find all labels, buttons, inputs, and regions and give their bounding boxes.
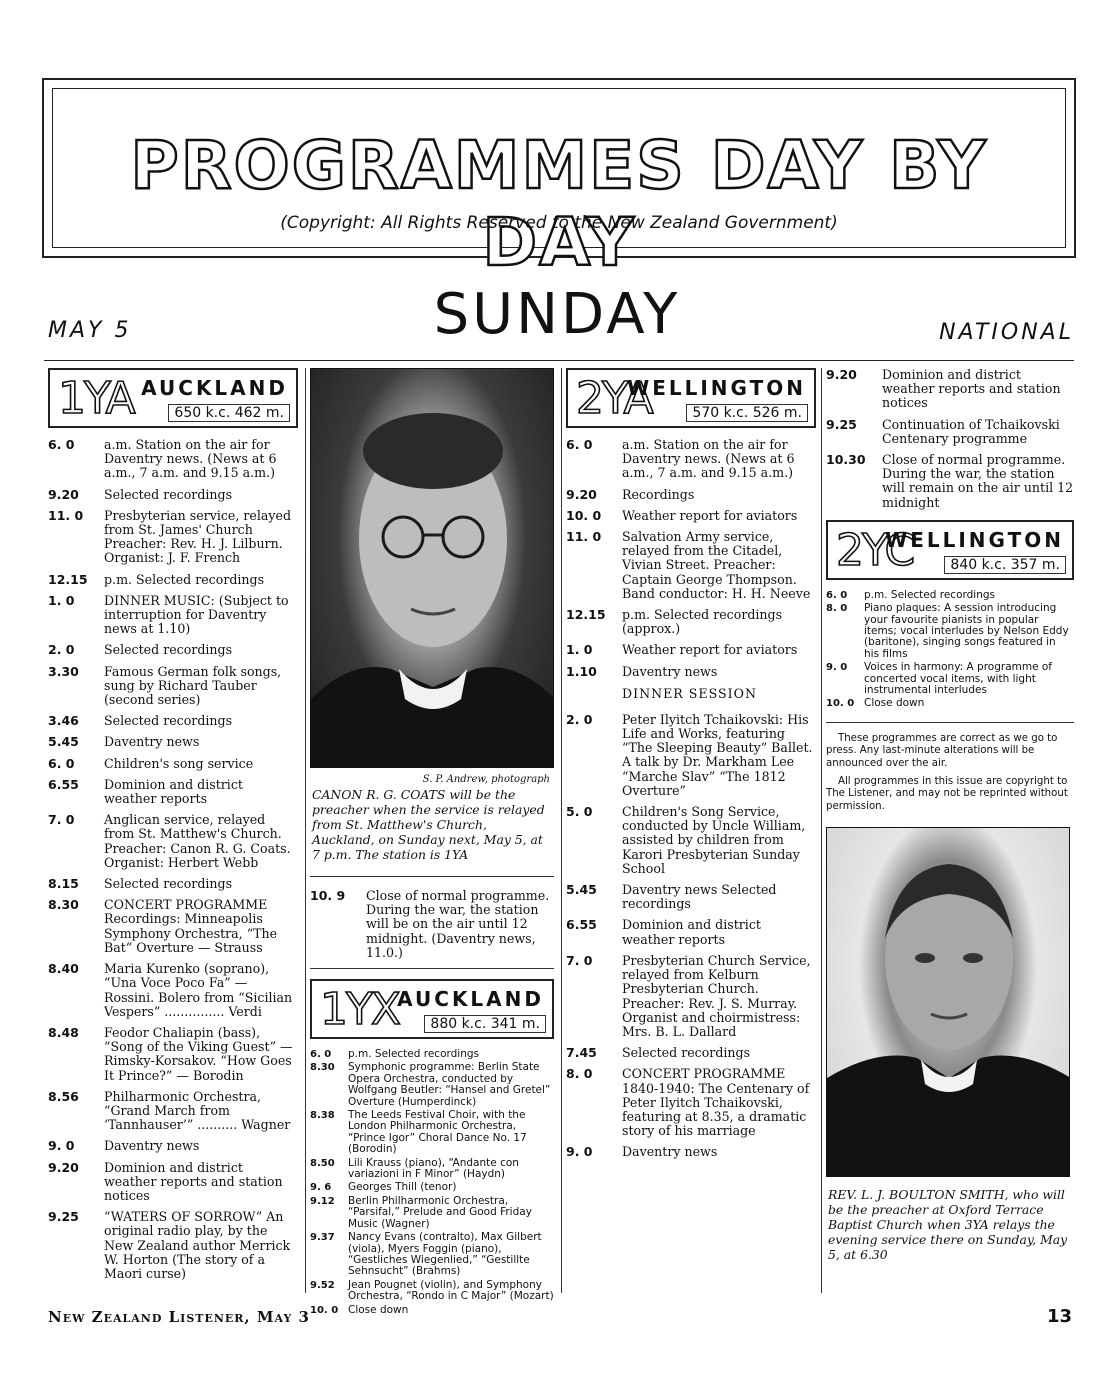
item-time: 9.25 bbox=[48, 1209, 79, 1225]
item-time: 10.30 bbox=[826, 452, 866, 468]
programme-item bbox=[566, 438, 816, 481]
programme-list-2ya-afternoon bbox=[566, 713, 816, 1160]
item-desc: Presbyterian Church Service, relayed from Kelburn Presbyterian Church. Preacher: Rev. J. S. Murray. Organist and choirmistress: Mrs. B. L. Dallard bbox=[622, 952, 811, 1039]
item-desc: Selected recordings bbox=[622, 1045, 751, 1061]
column-divider bbox=[561, 368, 562, 1293]
divider bbox=[310, 876, 554, 877]
programme-item bbox=[566, 530, 816, 601]
photo-canon-coats bbox=[310, 368, 554, 768]
item-desc: Close down bbox=[348, 1303, 409, 1316]
programme-item bbox=[48, 1139, 298, 1153]
item-time: 6.55 bbox=[48, 776, 79, 792]
item-time: 6. 0 bbox=[310, 1049, 332, 1061]
portrait-canon-coats bbox=[311, 369, 554, 768]
item-desc: Georges Thill (tenor) bbox=[348, 1181, 457, 1194]
item-desc: CONCERT PROGRAMME Recordings: Minneapolis Symphony Orchestra, “The Bat” Overture — Strauss bbox=[104, 897, 278, 955]
item-desc: Feodor Chaliapin (bass), “Song of the Viking Guest” — Rimsky-Korsakov. “How Goes It Prince?” — Borodin bbox=[104, 1024, 293, 1083]
note-correct-as-press: These programmes are correct as we go to press. Any last-minute alterations will be announced over the air. bbox=[826, 732, 1058, 770]
station-city: WELLINGTON bbox=[627, 376, 806, 400]
station-callsign: 2YC bbox=[836, 524, 914, 576]
item-time: 5.45 bbox=[566, 882, 597, 898]
programme-item bbox=[310, 1232, 554, 1278]
station-header-1ya bbox=[48, 368, 298, 428]
item-desc: Salvation Army service, relayed from the Citadel, Vivian Street. Preacher: Captain George Thompson. Band conductor: H. H. Neeve bbox=[622, 529, 811, 601]
item-desc: DINNER MUSIC: (Subject to interruption for Daventry news at 1.10) bbox=[104, 592, 289, 637]
date-label: MAY 5 bbox=[48, 318, 132, 343]
item-time: 10. 0 bbox=[566, 507, 602, 523]
item-time: 1. 0 bbox=[48, 592, 75, 608]
day-title: SUNDAY bbox=[433, 282, 681, 347]
banner-subtitle: (Copyright: All Rights Reserved to the New Zealand Government) bbox=[280, 213, 838, 233]
programme-item bbox=[566, 883, 816, 911]
programme-item bbox=[48, 594, 298, 637]
programme-item bbox=[566, 918, 816, 946]
programme-item bbox=[310, 1280, 554, 1303]
item-time: 6.55 bbox=[566, 917, 597, 933]
item-desc: Dominion and district weather reports bbox=[622, 917, 761, 947]
programme-item bbox=[48, 573, 298, 587]
station-callsign: 2YA bbox=[576, 373, 652, 424]
item-time: 9.37 bbox=[310, 1232, 335, 1244]
programme-item bbox=[566, 954, 816, 1039]
footer-publication: New Zealand Listener, May 3 bbox=[48, 1308, 310, 1326]
station-header-2ya bbox=[566, 368, 816, 428]
item-time: 8.30 bbox=[48, 897, 79, 913]
banner-title: PROGRAMMES DAY BY DAY bbox=[130, 127, 988, 281]
column-1yа bbox=[48, 368, 298, 1293]
column-2yc bbox=[826, 368, 1074, 1293]
item-desc: p.m. Selected recordings (approx.) bbox=[622, 607, 783, 637]
item-desc: Presbyterian service, relayed from St. James' Church Preacher: Rev. H. J. Lilburn. Organist: J. F. French bbox=[104, 507, 291, 566]
item-desc: Close of normal programme. During the war, the station will be on the air until 12 midnight. (Daventry news, 11.0.) bbox=[366, 888, 550, 960]
programme-item bbox=[48, 813, 298, 870]
station-header-2yc bbox=[826, 520, 1074, 580]
programme-item bbox=[310, 1062, 554, 1108]
programme-item bbox=[566, 665, 816, 679]
dinner-session-heading: DINNER SESSION bbox=[622, 685, 757, 701]
item-desc: Symphonic programme: Berlin State Opera Orchestra, conducted by Wolfgang Beutler: “Hansel and Gretel” Overture (Humperdinck) bbox=[348, 1061, 551, 1108]
item-time: 5.45 bbox=[48, 734, 79, 750]
item-time: 9.25 bbox=[826, 416, 857, 432]
item-time: 6. 0 bbox=[826, 589, 848, 601]
programme-item bbox=[48, 1090, 298, 1133]
programme-list-2ya-late bbox=[826, 368, 1074, 510]
programme-item bbox=[48, 1026, 298, 1083]
programme-item bbox=[48, 1210, 298, 1281]
item-desc: Daventry news bbox=[622, 1144, 718, 1160]
item-time: 6. 0 bbox=[48, 755, 75, 771]
item-time: 8. 0 bbox=[826, 603, 848, 615]
item-time: 8.56 bbox=[48, 1088, 79, 1104]
programme-item bbox=[826, 662, 1074, 696]
item-time: 9. 0 bbox=[48, 1138, 75, 1154]
programme-list-1ya bbox=[48, 438, 298, 1281]
item-time: 1.10 bbox=[566, 663, 597, 679]
programme-item bbox=[310, 1110, 554, 1156]
item-time: 9.12 bbox=[310, 1195, 335, 1207]
item-time: 8.15 bbox=[48, 876, 79, 892]
item-desc: CONCERT PROGRAMME 1840-1940: The Centenary of Peter Ilyitch Tchaikovski, featuring at 8.35, a dramatic story of his marriage bbox=[622, 1066, 810, 1139]
photo-caption-canon-coats: CANON R. G. COATS will be the preacher when the service is relayed from St. Matthew's Church, Auckland, on Sunday next, May 5, at 7 p.m. The station is 1YA bbox=[312, 787, 545, 862]
programme-item bbox=[826, 603, 1074, 660]
item-desc: a.m. Station on the air for Daventry news. (News at 6 a.m., 7 a.m. and 9.15 a.m.) bbox=[104, 437, 277, 481]
item-desc: Children's song service bbox=[104, 755, 254, 771]
programme-item bbox=[826, 453, 1074, 510]
programme-item bbox=[566, 805, 816, 876]
item-time: 10. 0 bbox=[826, 698, 855, 710]
item-desc: Daventry news Selected recordings bbox=[622, 882, 777, 912]
programme-item bbox=[310, 1182, 554, 1193]
item-time: 9.52 bbox=[310, 1279, 335, 1291]
column-divider bbox=[305, 368, 306, 1293]
item-time: 7. 0 bbox=[566, 952, 593, 968]
programme-list-2ya-morning bbox=[566, 438, 816, 679]
programme-item bbox=[48, 714, 298, 728]
item-time: 11. 0 bbox=[48, 507, 84, 523]
item-desc: Children's Song Service, conducted by Uncle William, assisted by children from Karori Presbyterian Sunday School bbox=[622, 804, 806, 876]
item-desc: Selected recordings bbox=[104, 876, 233, 892]
programme-item bbox=[566, 608, 816, 636]
item-time: 9. 6 bbox=[310, 1182, 332, 1194]
item-time: 8.40 bbox=[48, 961, 79, 977]
item-time: 9. 0 bbox=[826, 662, 848, 674]
item-desc: Daventry news bbox=[104, 734, 200, 750]
note-copyright: All programmes in this issue are copyright to The Listener, and may not be reprinted without permission. bbox=[826, 775, 1068, 812]
station-city: AUCKLAND bbox=[397, 987, 544, 1012]
station-frequency: 880 k.c. 341 m. bbox=[424, 1015, 546, 1033]
item-time: 8.50 bbox=[310, 1157, 335, 1169]
item-time: 5. 0 bbox=[566, 804, 593, 820]
item-desc: Voices in harmony: A programme of concerted vocal items, with light instrumental interludes bbox=[864, 661, 1053, 697]
item-time: 8.38 bbox=[310, 1110, 335, 1122]
programme-item bbox=[566, 1046, 816, 1060]
station-callsign: 1YX bbox=[320, 984, 400, 1036]
programme-item bbox=[826, 590, 1074, 601]
item-desc: Selected recordings bbox=[104, 486, 233, 502]
item-time: 3.46 bbox=[48, 713, 79, 729]
item-desc: Selected recordings bbox=[104, 642, 233, 658]
item-desc: Continuation of Tchaikovski Centenary programme bbox=[882, 416, 1060, 446]
programme-item bbox=[48, 488, 298, 502]
item-time: 12.15 bbox=[566, 607, 606, 623]
item-desc: Peter Ilyitch Tchaikovski: His Life and Works, featuring “The Sleeping Beauty” Ballet. A talk by Dr. Markham Lee “Marche Slav” “The 1812 Overture” bbox=[622, 711, 813, 798]
programme-item bbox=[48, 962, 298, 1019]
programme-item bbox=[310, 1158, 554, 1181]
item-desc: The Leeds Festival Choir, with the London Philharmonic Orchestra, “Prince Igor” Choral Dance No. 17 (Borodin) bbox=[348, 1109, 527, 1156]
item-desc: Berlin Philharmonic Orchestra, “Parsifal,” Prelude and Good Friday Music (Wagner) bbox=[348, 1194, 532, 1230]
portrait-boulton-smith bbox=[827, 828, 1070, 1177]
item-desc: Weather report for aviators bbox=[622, 507, 798, 523]
item-desc: Dominion and district weather reports and station notices bbox=[882, 367, 1061, 411]
item-time: 9.20 bbox=[48, 486, 79, 502]
top-rule bbox=[44, 360, 1074, 361]
photo-boulton-smith bbox=[826, 827, 1070, 1177]
item-time: 7.45 bbox=[566, 1045, 597, 1061]
item-time: 9. 0 bbox=[566, 1144, 593, 1160]
programme-item bbox=[566, 643, 816, 657]
programme-item bbox=[48, 877, 298, 891]
item-desc: Daventry news bbox=[622, 663, 718, 679]
programme-item bbox=[48, 438, 298, 481]
item-desc: Dominion and district weather reports and station notices bbox=[104, 1159, 283, 1203]
programme-item bbox=[566, 488, 816, 502]
divider bbox=[310, 968, 554, 969]
item-time: 11. 0 bbox=[566, 529, 602, 545]
programme-item bbox=[48, 778, 298, 806]
programme-item bbox=[826, 418, 1074, 446]
item-desc: Close of normal programme. During the war, the station will remain on the air until 12 midnight bbox=[882, 452, 1074, 510]
programme-item bbox=[48, 735, 298, 749]
station-frequency: 570 k.c. 526 m. bbox=[686, 404, 808, 422]
item-desc: Famous German folk songs, sung by Richard Tauber (second series) bbox=[104, 663, 282, 708]
item-time: 9.20 bbox=[48, 1159, 79, 1175]
item-desc: Piano plaques: A session introducing your favourite pianists in popular items; vocal interludes by Nelson Eddy (baritone), singing songs featured in his films bbox=[864, 602, 1069, 660]
item-desc: Lili Krauss (piano), “Andante con variazioni in F Minor” (Haydn) bbox=[348, 1156, 519, 1181]
page-number: 13 bbox=[1046, 1306, 1072, 1327]
item-desc: Maria Kurenko (soprano), “Una Voce Poco Fa” — Rossini. Bolero from “Sicilian Vespers” ............... Verdi bbox=[104, 961, 293, 1019]
item-time: 6. 0 bbox=[48, 437, 75, 452]
item-time: 8.48 bbox=[48, 1024, 79, 1040]
item-desc: Close down bbox=[864, 697, 925, 710]
item-desc: p.m. Selected recordings bbox=[104, 571, 265, 587]
item-desc: Daventry news bbox=[104, 1138, 200, 1154]
programme-item bbox=[48, 757, 298, 771]
item-desc: Philharmonic Orchestra, “Grand March from ‘Tannhauser’” .......... Wagner bbox=[104, 1088, 291, 1133]
station-frequency: 840 k.c. 357 m. bbox=[944, 556, 1066, 574]
programme-item bbox=[566, 1145, 816, 1159]
banner-inner-border bbox=[52, 88, 1066, 281]
programme-item bbox=[566, 509, 816, 523]
banner bbox=[42, 78, 1076, 281]
programme-list-1yx bbox=[310, 1049, 554, 1316]
column-photo-1yx bbox=[310, 368, 554, 1316]
programme-item bbox=[48, 643, 298, 657]
item-desc: Jean Pougnet (violin), and Symphony Orchestra, “Rondo in C Major” (Mozart) bbox=[348, 1278, 554, 1303]
station-header-1yx bbox=[310, 979, 554, 1039]
item-time: 6. 0 bbox=[566, 437, 593, 452]
item-desc: Nancy Evans (contralto), Max Gilbert (viola), Myers Foggin (piano), “Gestliches Wiegenlied,” “Gestillte Sehnsucht” (Brahms) bbox=[348, 1231, 542, 1278]
item-time: 10. 9 bbox=[310, 888, 346, 903]
programme-item bbox=[566, 1067, 816, 1138]
programme-item bbox=[48, 1161, 298, 1204]
programme-item bbox=[48, 665, 298, 708]
photo-caption-boulton-smith: REV. L. J. BOULTON SMITH, who will be the preacher at Oxford Terrace Baptist Church when 3YA relays the evening service there on Sunday, May 5, at 6.30 bbox=[828, 1187, 1068, 1263]
item-time: 2. 0 bbox=[48, 642, 75, 658]
item-time: 9.20 bbox=[566, 486, 597, 502]
programme-item bbox=[566, 713, 816, 798]
item-time: 10. 0 bbox=[310, 1304, 339, 1316]
item-desc: p.m. Selected recordings bbox=[864, 588, 996, 601]
programme-item bbox=[310, 1305, 554, 1316]
programme-item bbox=[826, 368, 1074, 411]
item-desc: “WATERS OF SORROW” An original radio play, by the New Zealand author Merrick W. Horton (The story of a Maori curse) bbox=[104, 1209, 291, 1281]
item-time: 2. 0 bbox=[566, 711, 593, 727]
programme-item bbox=[48, 509, 298, 566]
item-time: 8.30 bbox=[310, 1062, 335, 1074]
item-desc: a.m. Station on the air for Daventry news. (News at 6 a.m., 7 a.m. and 9.15 a.m.) bbox=[622, 437, 795, 481]
station-city: WELLINGTON bbox=[885, 527, 1064, 552]
item-time: 1. 0 bbox=[566, 642, 593, 658]
programme-item bbox=[310, 1049, 554, 1060]
close-item bbox=[310, 889, 554, 960]
programme-item bbox=[48, 898, 298, 955]
column-2ya bbox=[566, 368, 816, 1293]
item-desc: p.m. Selected recordings bbox=[348, 1048, 480, 1061]
column-divider bbox=[821, 368, 822, 1293]
item-desc: Anglican service, relayed from St. Matthew's Church. Preacher: Canon R. G. Coats. Organist: Herbert Webb bbox=[104, 812, 291, 870]
item-desc: Recordings bbox=[622, 486, 695, 502]
item-time: 12.15 bbox=[48, 571, 88, 587]
programme-item bbox=[826, 698, 1074, 709]
item-desc: Dominion and district weather reports bbox=[104, 776, 243, 807]
station-callsign: 1YA bbox=[58, 373, 134, 424]
photo-credit: S. P. Andrew, photograph bbox=[422, 774, 550, 785]
network-label: NATIONAL bbox=[939, 320, 1074, 345]
item-desc: Selected recordings bbox=[104, 713, 233, 729]
item-desc: Weather report for aviators bbox=[622, 642, 798, 658]
station-city: AUCKLAND bbox=[141, 376, 288, 400]
programme-item bbox=[310, 1196, 554, 1230]
item-time: 3.30 bbox=[48, 663, 79, 679]
item-time: 9.20 bbox=[826, 367, 857, 382]
divider bbox=[826, 722, 1074, 723]
programme-list-2yc bbox=[826, 590, 1074, 710]
station-frequency: 650 k.c. 462 m. bbox=[168, 404, 290, 422]
item-time: 7. 0 bbox=[48, 812, 75, 828]
item-time: 8. 0 bbox=[566, 1066, 593, 1082]
